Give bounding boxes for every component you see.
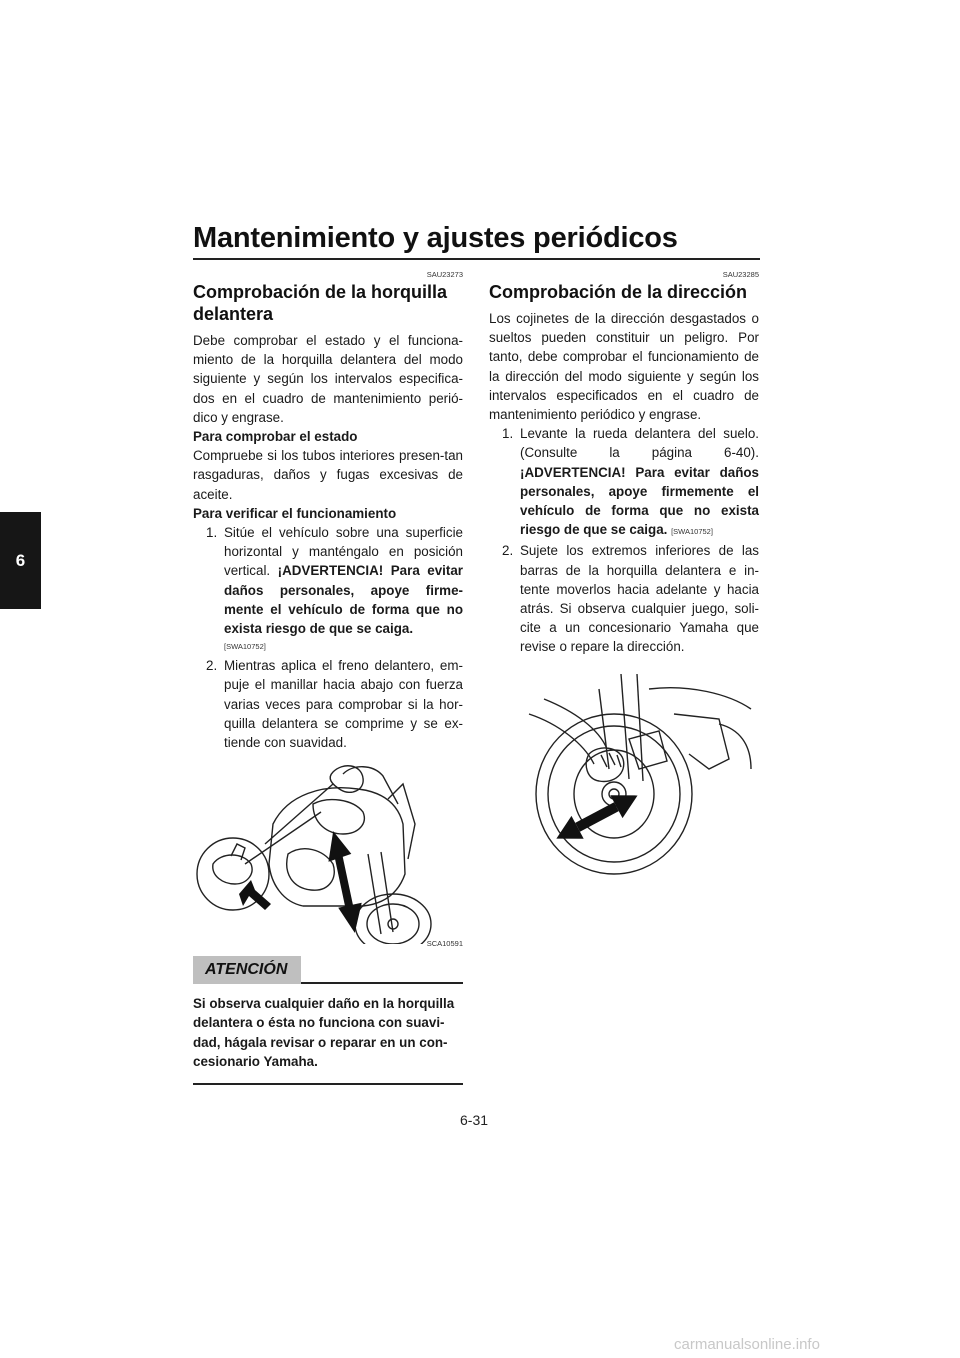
steering-wheel-drawing bbox=[489, 669, 759, 884]
list-item bbox=[489, 424, 759, 541]
function-subheading: Para verificar el funcionamiento bbox=[193, 505, 397, 521]
warning-ref: [SWA10752] bbox=[671, 527, 713, 537]
caution-text: Si observa cualquier daño en la horquilla delantera o ésta no funciona con suavi-dad, hágala revisar o reparar en un con-cesionario Yamaha. bbox=[193, 996, 455, 1069]
caution-box bbox=[193, 956, 463, 1085]
section-code: SAU23285 bbox=[722, 270, 759, 279]
warning-text: ¡ADVERTENCIA! Para evitar daños personales, apoye firme-mente el vehículo de forma que no exista riesgo de que se caiga. bbox=[224, 563, 463, 637]
watermark[interactable]: carmanualsonline.info bbox=[674, 1336, 820, 1353]
intro-paragraph: Debe comprobar el estado y el funciona-miento de la horquilla delantera del modo siguiente y según los intervalos especifica-dos en el cuadro de mantenimiento perió-dico y engrase. bbox=[193, 333, 463, 425]
steering-check-section bbox=[489, 270, 759, 884]
caution-label: ATENCIÓN bbox=[193, 956, 301, 984]
page-number: 6-31 bbox=[460, 1112, 489, 1128]
step-number: 1. bbox=[206, 525, 218, 541]
fork-check-section bbox=[193, 270, 463, 1085]
state-subheading: Para comprobar el estado bbox=[193, 429, 358, 445]
steering-illustration bbox=[489, 669, 759, 884]
figure-code: SCA10591 bbox=[426, 939, 463, 949]
function-steps bbox=[193, 523, 463, 752]
caution-header bbox=[193, 956, 463, 984]
page-title: Mantenimiento y ajustes periódicos bbox=[193, 222, 678, 254]
list-item bbox=[193, 523, 463, 656]
step-number: 1. bbox=[502, 426, 514, 442]
section-title: Comprobación de la horquilla delantera bbox=[193, 282, 448, 324]
warning-text: ¡ADVERTENCIA! Para evitar daños personales, apoye firmemente el vehículo de forma que no exista riesgo de que se caiga. bbox=[520, 464, 759, 538]
caution-bottom-rule bbox=[193, 1083, 463, 1085]
section-title: Comprobación de la dirección bbox=[489, 282, 748, 302]
intro-paragraph: Los cojinetes de la dirección desgastados o sueltos pueden constituir un peligro. Por tanto, debe comprobar el funcionamiento de la dirección del modo siguiente y según los intervalos especificados en el cuadro de mantenimiento periódico y engrase. bbox=[489, 311, 759, 423]
step-text: Mientras aplica el freno delantero, em-puje el manillar hacia abajo con fuerza varias veces para comprobar si la hor-quilla delantera se comprime y se ex-tiende con suavidad. bbox=[224, 658, 463, 751]
title-rule bbox=[193, 258, 760, 260]
step-text: Sitúe el vehículo sobre una superficie horizontal y manténgalo en posición vertical. bbox=[224, 525, 463, 579]
step-text: Sujete los extremos inferiores de las barras de la horquilla delantera e in-tente moverlos hacia adelante y hacia atrás. Si observa cualquier juego, soli-cite a un concesionario Yamaha que revise o repare la dirección. bbox=[520, 543, 759, 655]
step-text: Levante la rueda delantera del suelo. (Consulte la página 6-40). bbox=[520, 426, 759, 461]
state-paragraph: Compruebe si los tubos interiores presen-tan rasgaduras, daños y fugas excesivas de aceite. bbox=[193, 448, 463, 502]
list-item bbox=[193, 656, 463, 752]
caution-rule bbox=[301, 982, 463, 984]
motorcycle-fork-drawing bbox=[193, 764, 463, 944]
list-item bbox=[489, 541, 759, 656]
warning-ref: [SWA10752] bbox=[224, 642, 266, 652]
step-number: 2. bbox=[502, 543, 514, 559]
fork-illustration bbox=[193, 764, 463, 949]
chapter-tab[interactable]: 6 bbox=[0, 512, 41, 609]
section-code: SAU23273 bbox=[426, 270, 463, 279]
steering-steps bbox=[489, 424, 759, 656]
step-number: 2. bbox=[206, 658, 218, 674]
